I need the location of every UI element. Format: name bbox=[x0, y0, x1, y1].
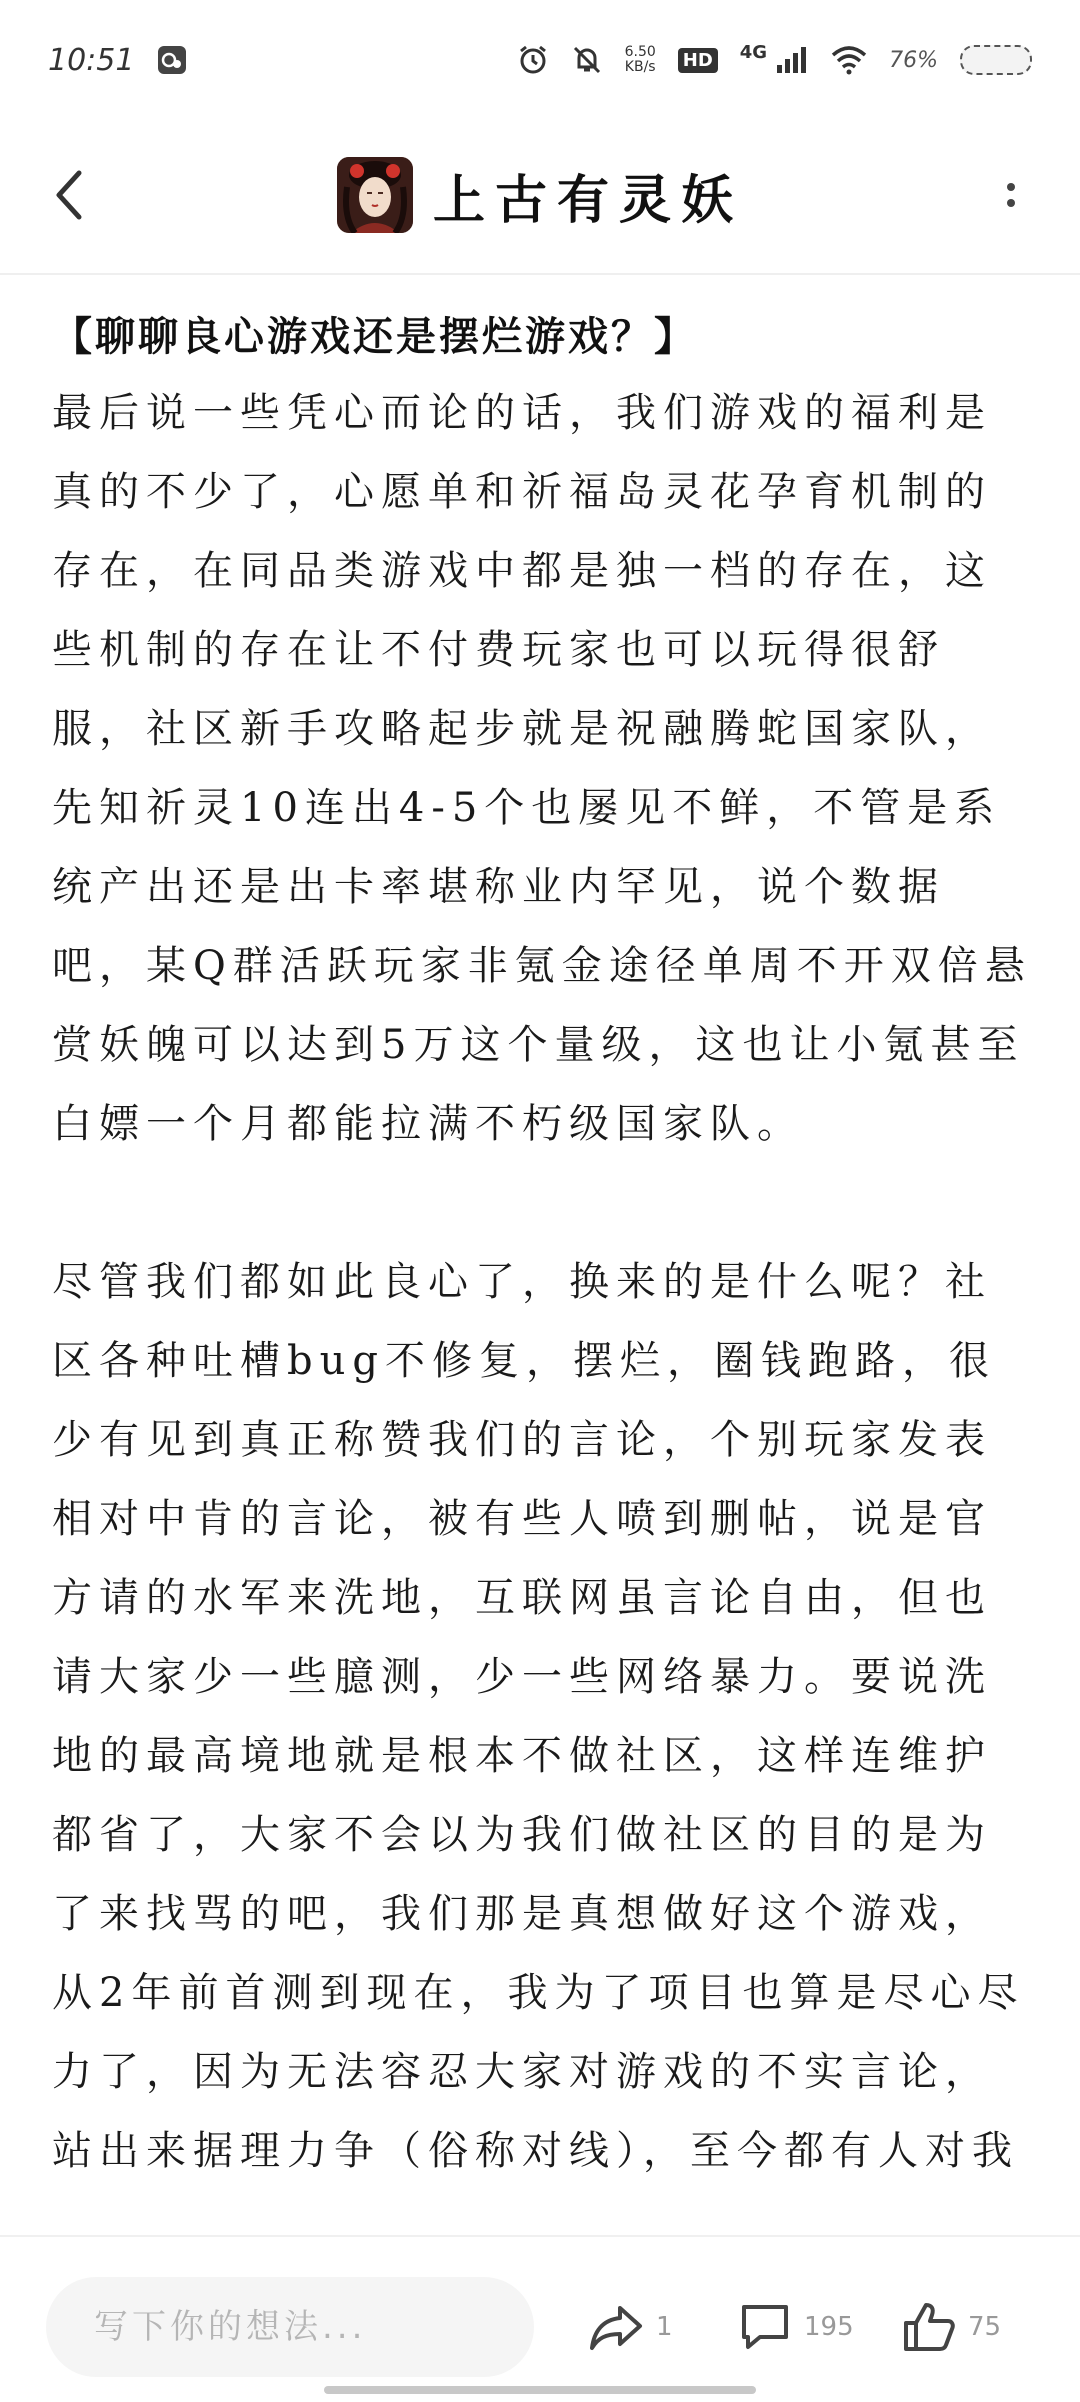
status-time: 10:51 bbox=[48, 42, 135, 78]
paragraph-spacer bbox=[52, 1164, 1032, 1243]
screen-record-icon bbox=[156, 44, 188, 76]
more-button[interactable] bbox=[976, 160, 1046, 230]
post-paragraph-1: 最后说一些凭心而论的话，我们游戏的福利是真的不少了，心愿单和祈福岛灵花孕育机制的存在，在同品类游戏中都是独一档的存在，这些机制的存在让不付费玩家也可以玩得很舒服，社区新手攻略起步就是祝融腾蛇国家队，先知祈灵10连出4-5个也屡见不鲜，不管是系统产出还是出卡率堪称业内罕见，说个数据吧，某Q群活跃玩家非氪金途径单周不开双倍悬赏妖魄可以达到5万这个量级，这也让小氪甚至白嫖一个月都能拉满不朽级国家队。 bbox=[52, 390, 1032, 1147]
page-title: 上古有灵妖 bbox=[432, 169, 743, 231]
network-type-label: 4G bbox=[739, 41, 768, 63]
like-button[interactable] bbox=[902, 2295, 1001, 2359]
status-right bbox=[517, 41, 1032, 76]
status-left bbox=[48, 43, 188, 78]
post-title: 【聊聊良心游戏还是摆烂游戏？】 bbox=[52, 313, 697, 360]
home-indicator[interactable] bbox=[324, 2386, 756, 2394]
hd-badge: HD bbox=[678, 48, 718, 73]
wifi-icon bbox=[831, 45, 867, 75]
mute-bell-icon bbox=[571, 44, 603, 76]
bottom-action-bar bbox=[0, 2235, 1080, 2402]
net-speed-value: 6.50 bbox=[624, 44, 656, 60]
comment-count: 195 bbox=[804, 2312, 854, 2342]
comment-icon bbox=[738, 2301, 792, 2353]
net-speed bbox=[625, 45, 656, 75]
comment-input[interactable] bbox=[46, 2277, 534, 2377]
share-button[interactable] bbox=[588, 2295, 673, 2359]
thumbs-up-icon bbox=[902, 2301, 956, 2353]
app-header bbox=[0, 120, 1080, 275]
alarm-icon bbox=[517, 44, 549, 76]
post-paragraph-2: 尽管我们都如此良心了，换来的是什么呢？社区各种吐槽bug不修复，摆烂，圈钱跑路，很少有见到真正称赞我们的言论，个别玩家发表相对中肯的言论，被有些人喷到删帖，说是官方请的水军来洗地，互联网虽言论自由，但也请大家少一些臆测，少一些网络暴力。要说洗地的最高境地就是根本不做社区，这样连维护都省了，大家不会以为我们做社区的目的是为了来找骂的吧，我们那是真想做好这个游戏，从2年前首测到现在，我为了项目也算是尽心尽力了，因为无法容忍大家对游戏的不实言论，站出来据理力争（俗称对线），至今都有人对我 bbox=[52, 1259, 1025, 2174]
game-portrait-icon bbox=[337, 157, 413, 233]
battery-percent: 76% bbox=[889, 47, 938, 73]
cellular-signal-icon bbox=[775, 45, 809, 75]
comment-button[interactable] bbox=[738, 2295, 854, 2359]
like-count: 75 bbox=[968, 2312, 1002, 2342]
status-bar bbox=[0, 0, 1080, 120]
more-vertical-icon bbox=[1001, 170, 1021, 220]
share-count: 1 bbox=[656, 2312, 673, 2342]
game-avatar[interactable] bbox=[337, 157, 413, 233]
share-icon bbox=[588, 2302, 644, 2352]
post-content bbox=[52, 305, 1032, 2191]
header-title-group[interactable] bbox=[0, 150, 1080, 240]
battery-icon bbox=[960, 45, 1032, 75]
net-speed-unit: KB/s bbox=[624, 59, 656, 75]
